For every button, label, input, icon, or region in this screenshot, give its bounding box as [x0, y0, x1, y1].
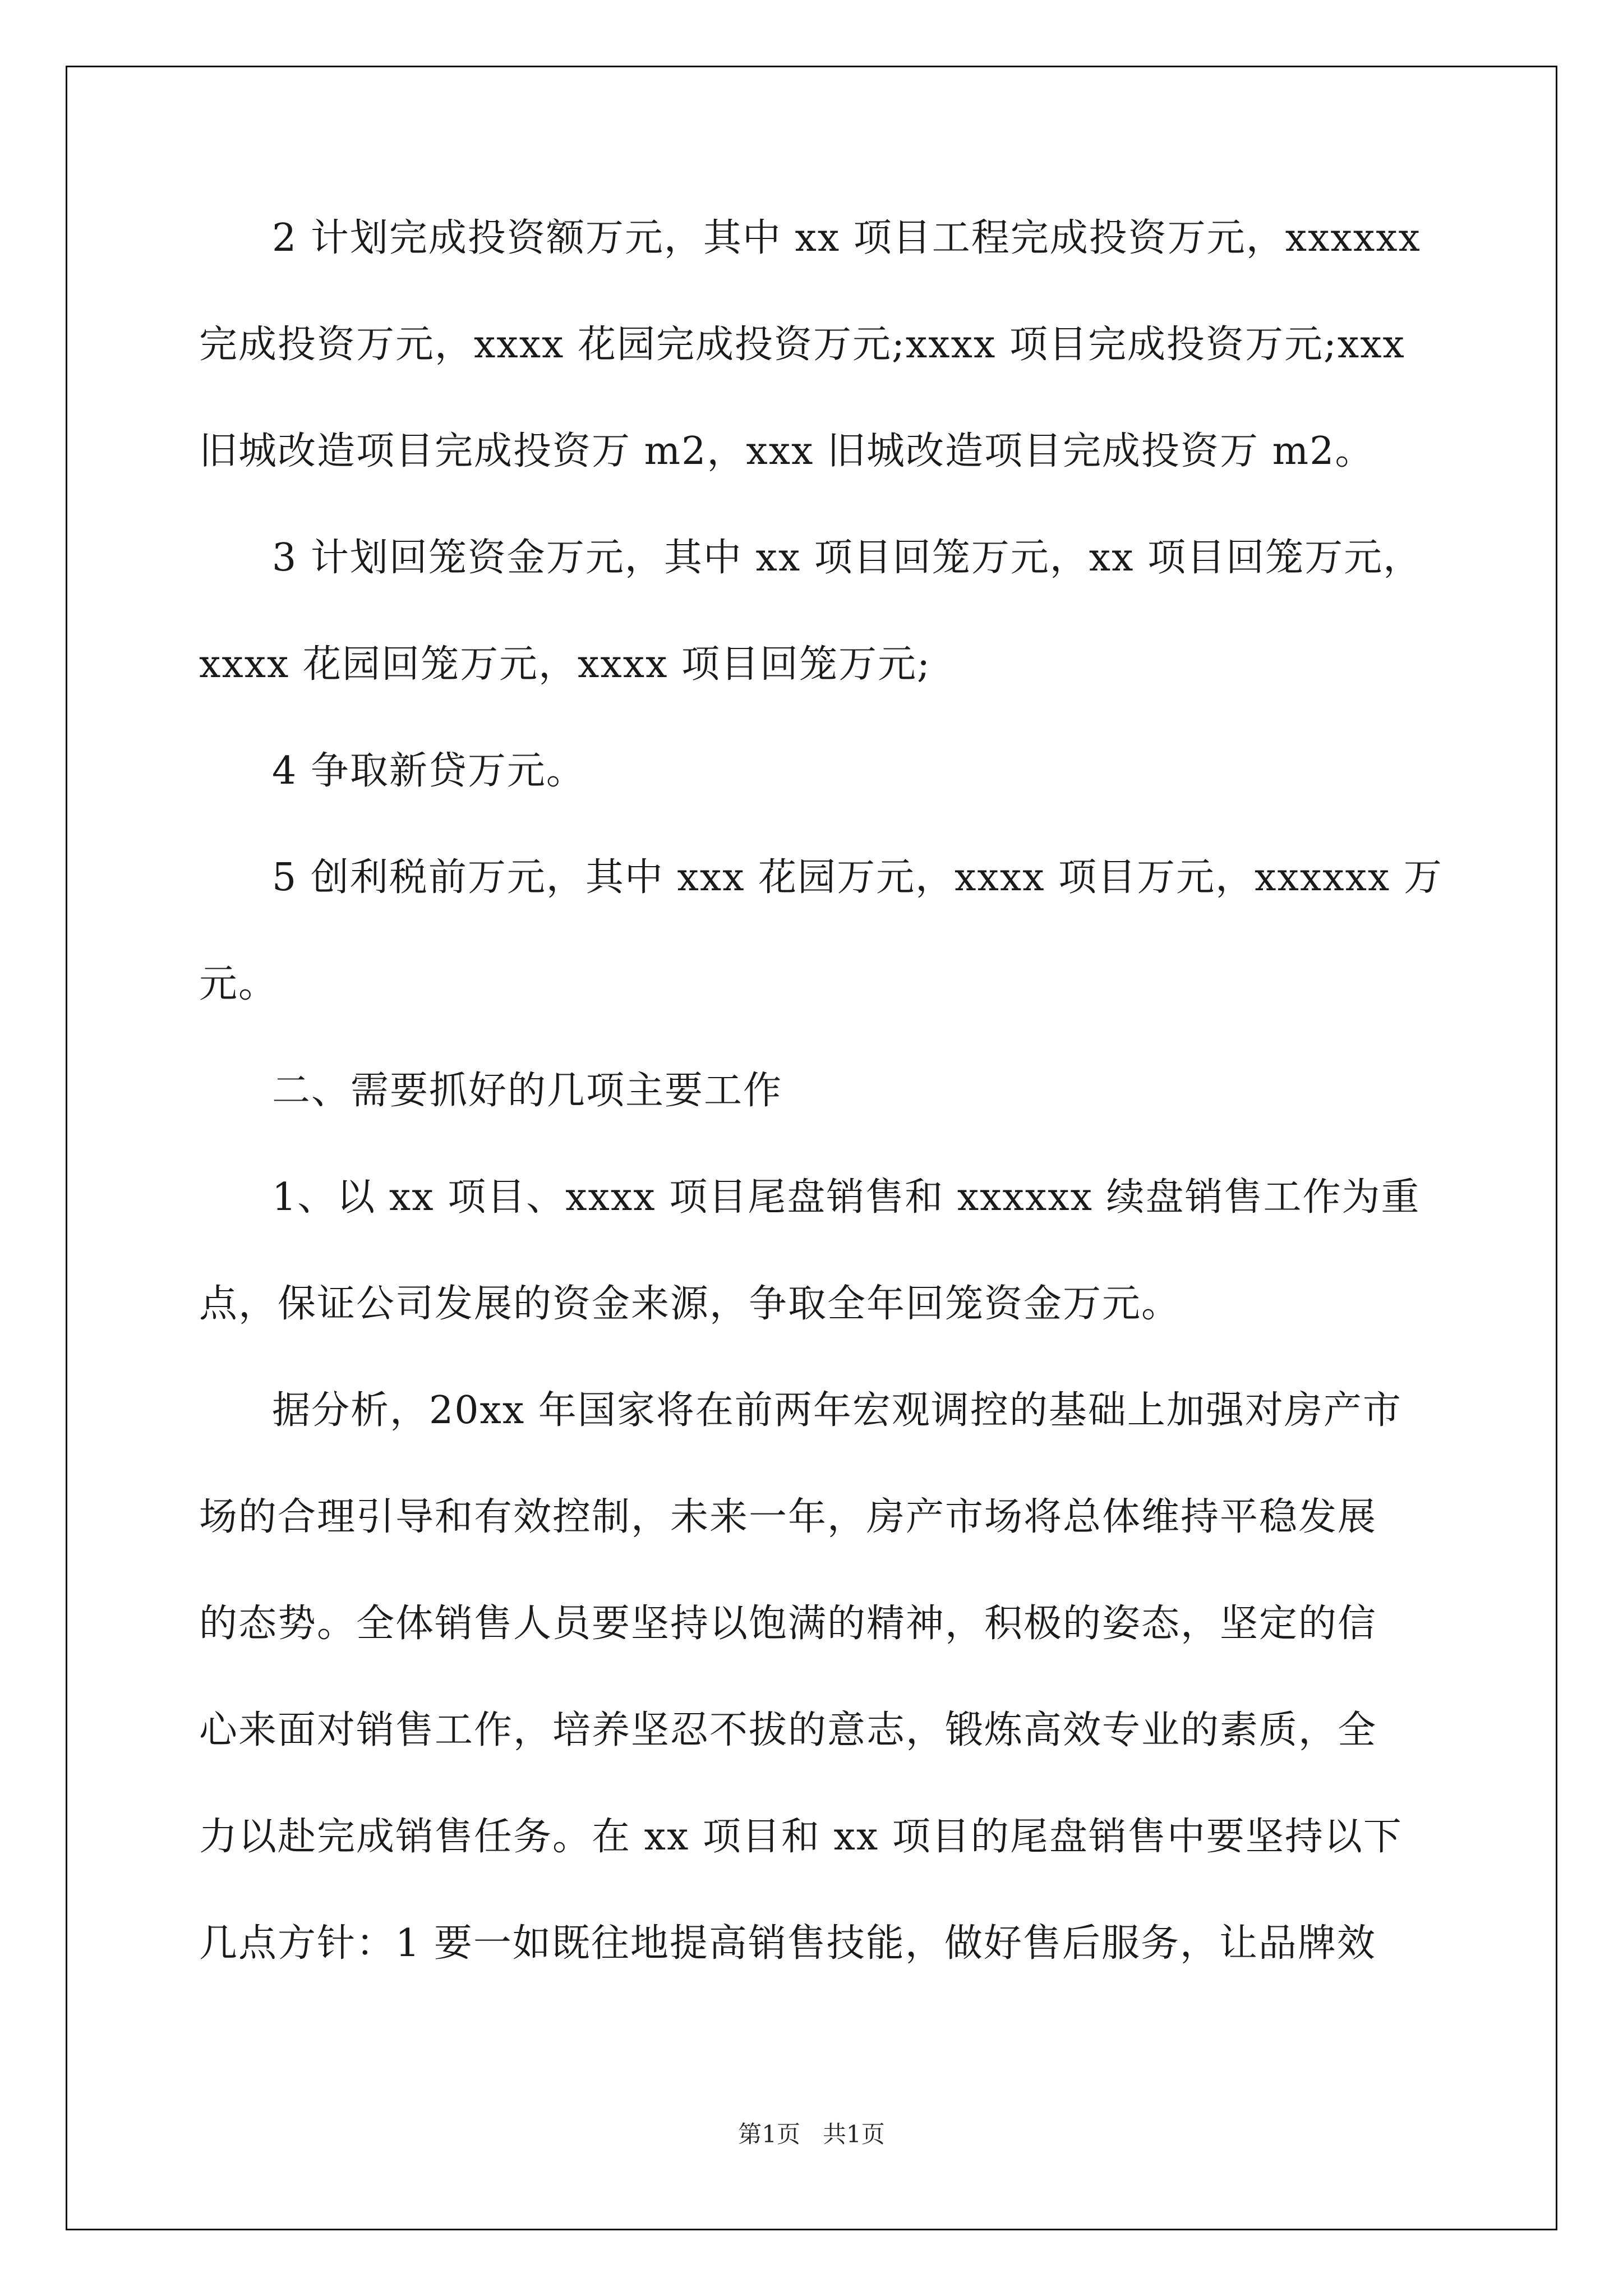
- paragraph-line: 完成投资万元，xxxx 花园完成投资万元;xxxx 项目完成投资万元;xxx: [199, 323, 1405, 367]
- paragraph-line: 心来面对销售工作，培养坚忍不拔的意志，锻炼高效专业的素质，全: [199, 1708, 1377, 1752]
- paragraph-line: 2 计划完成投资额万元，其中 xx 项目工程完成投资万元，xxxxxx: [272, 216, 1421, 260]
- paragraph-line: 元。: [199, 962, 278, 1006]
- paragraph-line: xxxx 花园回笼万元，xxxx 项目回笼万元;: [199, 642, 931, 687]
- paragraph-line: 力以赴完成销售任务。在 xx 项目和 xx 项目的尾盘销售中要坚持以下: [199, 1815, 1403, 1859]
- paragraph-line: 旧城改造项目完成投资万 m2，xxx 旧城改造项目完成投资万 m2。: [199, 429, 1375, 473]
- section-heading: 二、需要抓好的几项主要工作: [272, 1069, 783, 1113]
- paragraph-line: 点，保证公司发展的资金来源，争取全年回笼资金万元。: [199, 1282, 1181, 1326]
- paragraph-line: 3 计划回笼资金万元，其中 xx 项目回笼万元，xx 项目回笼万元，: [272, 536, 1423, 580]
- page-footer: 第1页 共1页: [738, 2120, 885, 2148]
- paragraph-line: 5 创利税前万元，其中 xxx 花园万元，xxxx 项目万元，xxxxxx 万: [272, 855, 1443, 900]
- paragraph-line: 据分析，20xx 年国家将在前两年宏观调控的基础上加强对房产市: [272, 1388, 1402, 1433]
- paragraph-line: 的态势。全体销售人员要坚持以饱满的精神，积极的姿态，坚定的信: [199, 1602, 1377, 1646]
- paragraph-line: 场的合理引导和有效控制，未来一年，房产市场将总体维持平稳发展: [199, 1495, 1377, 1539]
- paragraph-line: 几点方针：1 要一如既往地提高销售技能，做好售后服务，让品牌效: [199, 1921, 1376, 1966]
- paragraph-line: 1、以 xx 项目、xxxx 项目尾盘销售和 xxxxxx 续盘销售工作为重: [272, 1175, 1421, 1220]
- paragraph-line: 4 争取新贷万元。: [272, 749, 585, 793]
- page-border: [66, 66, 1557, 2230]
